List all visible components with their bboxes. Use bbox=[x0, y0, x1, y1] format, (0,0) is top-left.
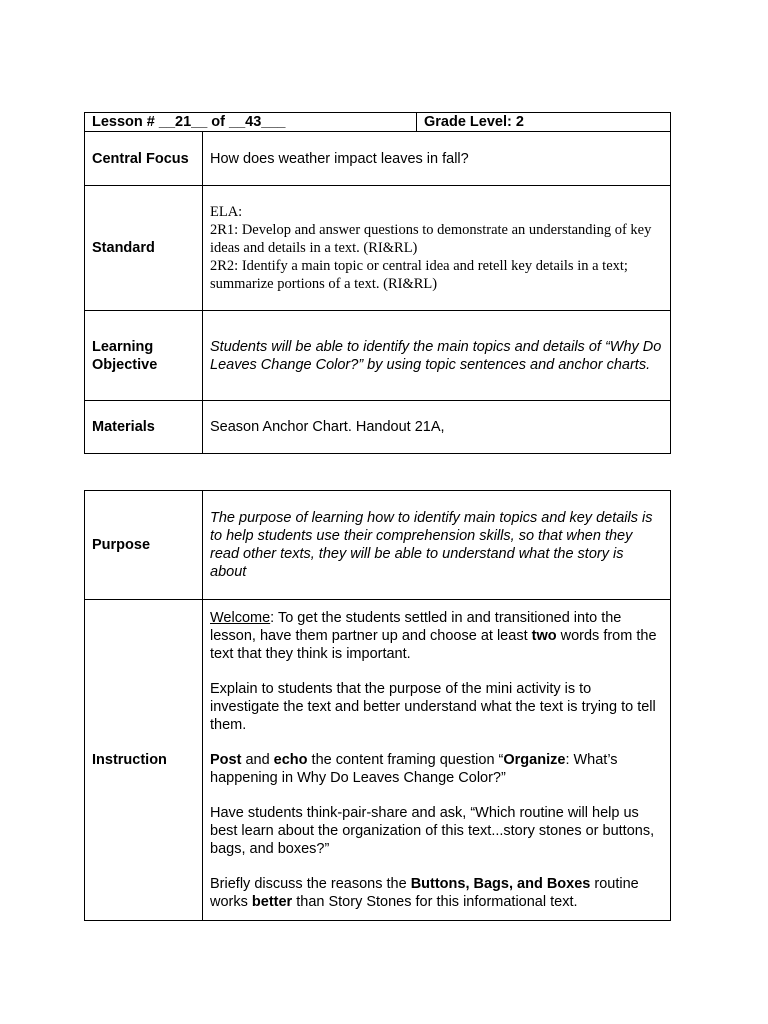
instruction-paragraph-welcome bbox=[210, 609, 663, 663]
instruction-label: Instruction bbox=[85, 600, 203, 921]
instruction-emphasis: Buttons, Bags, and Boxes bbox=[410, 876, 591, 892]
purpose-row bbox=[85, 491, 671, 600]
instruction-paragraph-pair-share: Have students think-pair-share and ask, “Which routine will help us best learn about the organization of this text...story stones or buttons, bags, and boxes?” bbox=[210, 805, 655, 857]
materials-row bbox=[85, 401, 671, 454]
learning-objective-label-line1: Learning bbox=[92, 338, 154, 355]
instruction-emphasis: Organize bbox=[503, 752, 566, 768]
standard-row bbox=[85, 186, 671, 311]
standard-line: ELA: bbox=[210, 204, 243, 220]
lesson-number: Lesson # __21__ of __43___ bbox=[85, 113, 417, 132]
learning-objective-label bbox=[85, 311, 203, 401]
instruction-text: Briefly discuss the reasons the bbox=[210, 876, 411, 892]
grade-level: Grade Level: 2 bbox=[417, 113, 671, 132]
standard-label: Standard bbox=[85, 186, 203, 311]
central-focus-row bbox=[85, 132, 671, 186]
instruction-value bbox=[203, 600, 671, 921]
learning-objective-value: Students will be able to identify the main topics and details of “Why Do Leaves Change Color?” by using topic sentences and anchor charts. bbox=[203, 311, 671, 401]
instruction-paragraph-post bbox=[210, 751, 663, 787]
instruction-paragraph-explain: Explain to students that the purpose of the mini activity is to investigate the text and better understand what the text is trying to tell them. bbox=[210, 681, 656, 733]
instruction-text: words from the text that they think is important. bbox=[210, 628, 657, 662]
instruction-emphasis: two bbox=[531, 628, 557, 644]
purpose-value: The purpose of learning how to identify main topics and key details is to help students use their comprehension skills, so that when they read other texts, they will be able to understand what the story is about bbox=[203, 491, 671, 600]
standard-value bbox=[203, 186, 671, 311]
learning-objective-row bbox=[85, 311, 671, 401]
header-row bbox=[85, 113, 671, 132]
purpose-label: Purpose bbox=[85, 491, 203, 600]
instruction-text: : What’s happening in Why Do Leaves Change Color?” bbox=[210, 752, 618, 786]
materials-label: Materials bbox=[85, 401, 203, 454]
instruction-paragraph-discuss bbox=[210, 875, 663, 911]
lesson-info-table bbox=[84, 112, 671, 454]
instruction-emphasis: better bbox=[251, 894, 293, 910]
central-focus-text: How does weather impact leaves in fall? bbox=[210, 151, 469, 167]
learning-objective-label-line2: Objective bbox=[92, 356, 158, 373]
standard-line: 2R2: Identify a main topic or central idea and retell key details in a text; summarize portions of a text. (RI&RL) bbox=[210, 258, 628, 292]
central-focus-label: Central Focus bbox=[85, 132, 203, 186]
instruction-text: the content framing question “ bbox=[307, 752, 504, 768]
materials-value: Season Anchor Chart. Handout 21A, bbox=[203, 401, 671, 454]
instruction-text: than Story Stones for this informational text. bbox=[292, 894, 578, 910]
instruction-text: : To get the students settled in and transitioned into the lesson, have them partner up and choose at least bbox=[210, 610, 622, 644]
instruction-row bbox=[85, 600, 671, 921]
instruction-emphasis: Post bbox=[210, 752, 242, 768]
standard-line: 2R1: Develop and answer questions to demonstrate an understanding of key ideas and details in a text. (RI&RL) bbox=[210, 222, 652, 256]
welcome-term: Welcome bbox=[210, 610, 271, 626]
lesson-plan-table bbox=[84, 490, 671, 921]
instruction-text: and bbox=[241, 752, 274, 768]
central-focus-value bbox=[203, 132, 671, 186]
instruction-text: routine works bbox=[210, 876, 639, 910]
instruction-emphasis: echo bbox=[273, 752, 308, 768]
